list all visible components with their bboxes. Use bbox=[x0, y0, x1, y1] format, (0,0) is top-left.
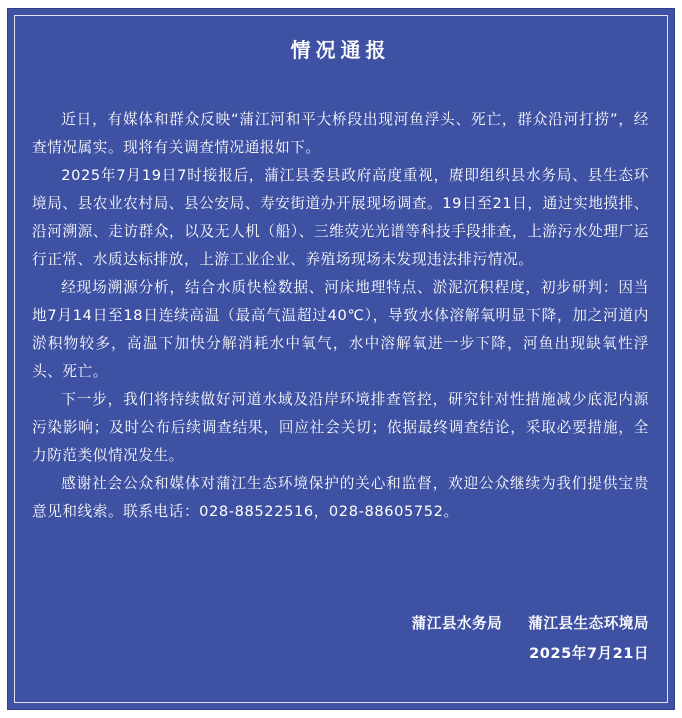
notice-panel bbox=[7, 8, 675, 710]
signature-block bbox=[412, 609, 649, 669]
notice-frame bbox=[14, 15, 668, 703]
issue-date: 2025年7月21日 bbox=[529, 645, 649, 662]
issuer-water-bureau: 蒲江县水务局 bbox=[411, 615, 503, 632]
issuer-ecology-bureau: 蒲江县生态环境局 bbox=[528, 615, 649, 632]
notice-body bbox=[32, 106, 649, 526]
issuers bbox=[412, 609, 649, 639]
paragraph-thanks: 感谢社会公众和媒体对蒲江生态环境保护的关心和监督，欢迎公众继续为我们提供宝贵意见和线索。联系电话：028-88522516，028-88605752。 bbox=[32, 475, 649, 520]
paragraph-next-steps: 下一步，我们将持续做好河道水域及沿岸环境排查管控，研究针对性措施减少底泥内源污染影响；及时公布后续调查结果，回应社会关切；依据最终调查结论，采取必要措施，全力防范类似情况发生。 bbox=[32, 391, 649, 464]
paragraph-intro: 近日，有媒体和群众反映“蒲江河和平大桥段出现河鱼浮头、死亡，群众沿河打捞”，经查情况属实。现将有关调查情况通报如下。 bbox=[32, 111, 649, 156]
notice-title: 情况通报 bbox=[290, 38, 391, 62]
paragraph-analysis: 经现场溯源分析，结合水质快检数据、河床地理特点、淤泥沉积程度，初步研判：因当地7月14日至18日连续高温（最高气温超过40℃），导致水体溶解氧明显下降，加之河道内淤积物较多，高温下加快分解消耗水中氧气，水中溶解氧进一步下降，河鱼出现缺氧性浮头、死亡。 bbox=[32, 279, 649, 380]
paragraph-investigation: 2025年7月19日7时接报后，蒲江县委县政府高度重视，赓即组织县水务局、县生态环境局、县农业农村局、县公安局、寿安街道办开展现场调查。19日至21日，通过实地摸排、沿河溯源、走访群众，以及无人机（船）、三维荧光光谱等科技手段排查，上游污水处理厂运行正常、水质达标排放，上游工业企业、养殖场现场未发现违法排污情况。 bbox=[32, 167, 649, 268]
